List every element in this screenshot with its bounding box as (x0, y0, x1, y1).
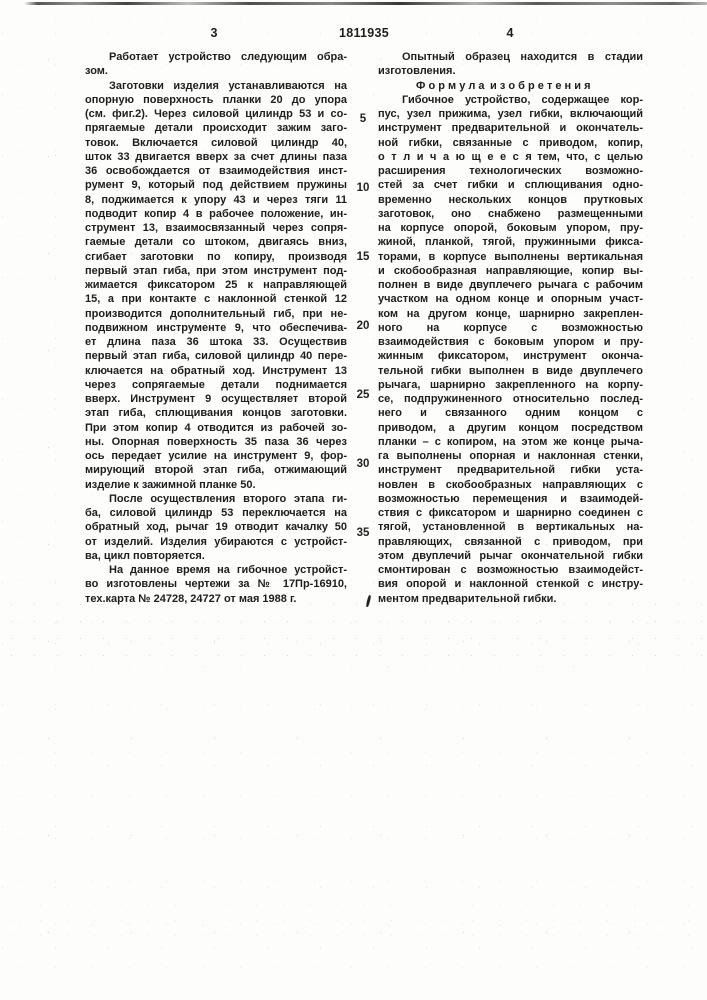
text-line: ет длина паза 36 штока 33. Осуществив (85, 336, 347, 348)
text-line: ось передает усилие на инструмент 9, фор- (85, 450, 347, 462)
text-line: первый этап гиба, силовой цилиндр 40 пере- (85, 350, 347, 363)
text-line: После осуществления второго этапа ги- (109, 492, 347, 505)
text-line: него и связанного одним концом с (378, 407, 643, 420)
text-line: Опытный образец находится в стадии (402, 51, 643, 63)
text-line: вия опорой и наклонной стенкой с инстру- (378, 578, 643, 591)
text-line: товок. Включается силовой цилиндр 40, (85, 136, 347, 149)
text-line: взаимодействия с боковым упором и пру- (378, 336, 643, 348)
text-line: ба, силовой цилиндр 53 переключается на (85, 507, 347, 519)
text-line: пус, узел прижима, узел гибки, включающий (378, 108, 643, 120)
text-line: правляющих, связанной с приводом, при (378, 535, 643, 548)
text-line: изготовления. (378, 65, 456, 78)
text-line: румент 9, который под действием пружины (85, 179, 347, 192)
text-line: Гибочное устройство, содержащее кор- (402, 93, 643, 106)
ink-mark (366, 595, 371, 607)
text-line: Ф о р м у л а и з о б р е т е н и я (416, 79, 591, 92)
page-number-left: 3 (210, 26, 218, 40)
text-line: и скобообразная направляющие, копир вы- (378, 264, 643, 277)
claim-line-number: 5 (359, 113, 367, 125)
text-line: инструмент предварительной и окончатель- (378, 122, 643, 135)
text-line: производится дополнительный гиб, при не- (85, 307, 347, 320)
text-line: ной гибки, связанные с приводом, копир, (378, 136, 643, 149)
text-line: 36 освобождается от взаимодействия инст- (85, 165, 347, 177)
text-line: ком на другом конце, шарнирно закреплен- (378, 307, 643, 320)
text-line: ствия с фиксатором и шарнирно соединен с (378, 507, 643, 519)
text-line: инструмент предварительной гибки уста- (378, 464, 643, 477)
text-line: первый этап гиба, при этом инструмент под- (85, 264, 347, 277)
text-line: от изделий. Изделия убираются с устройст- (85, 535, 347, 548)
text-line: подводит копир 4 в рабочее положение, ин- (85, 207, 347, 220)
text-line: планки – с копиром, на этом же конце рыча- (378, 435, 643, 448)
text-line: жимается фиксатором 25 к направляющей (85, 279, 347, 291)
text-line: этап гиба, сплющивания концов заготовки. (85, 407, 347, 420)
text-line: шток 33 двигается вверх за счет длины паза (85, 150, 347, 163)
text-line: зом. (85, 65, 108, 78)
left-text-column (85, 50, 347, 606)
text-line: тех.карта № 24728, 24727 от мая 1988 г. (85, 592, 297, 605)
text-line: жиной, планкой, тягой, пружинными фикса- (378, 236, 643, 249)
claim-line-number: 20 (356, 320, 370, 332)
scan-edge-artifact (24, 2, 707, 5)
text-line: (см. фиг.2). Через силовой цилиндр 53 и со- (85, 108, 347, 120)
text-line: обратный ход, рычаг 19 отводит качалку 50 (85, 521, 347, 534)
text-line: изделие к зажимной планке 50. (85, 478, 256, 491)
text-line: Работает устройство следующим обра- (109, 51, 347, 63)
text-line: прягаемые детали происходит зажим заго- (85, 122, 347, 135)
text-line: струмент 13, взаимосвязанный через сопря- (85, 222, 347, 234)
text-line: заготовок, оно снабжено размещенными (378, 207, 643, 220)
text-line: возможностью перемещения и взаимодей- (378, 492, 643, 505)
text-line: рычага, шарнирно закрепленного на корпу- (378, 378, 643, 391)
text-line: тельной гибки выполнен в виде двуплечего (378, 364, 643, 377)
scan-noise-band (0, 596, 707, 670)
text-line: На данное время на гибочное устройст- (109, 564, 347, 576)
text-line: торами, в корпусе выполнены вертикальная (378, 250, 643, 263)
page-number-right: 4 (506, 26, 514, 40)
claim-line-number: 35 (356, 527, 370, 539)
text-line: гаемые детали со штоком, двигаясь вниз, (85, 236, 347, 249)
claim-line-number: 25 (356, 389, 370, 401)
text-line: временно нескольких концов прутковых (378, 193, 643, 206)
claim-line-number: 15 (356, 251, 370, 263)
text-line: ва, цикл повторяется. (85, 549, 205, 562)
claim-line-number: 30 (356, 458, 370, 470)
text-line: о т л и ч а ю щ е е с я тем, что, с целью (378, 150, 643, 163)
text-line: 8, поджимается к упору 43 и через тяги 11 (85, 193, 347, 206)
text-line: ключается на обратный ход. Инструмент 13 (85, 364, 347, 377)
page-header (0, 26, 707, 41)
text-line: ны. Опорная поверхность 35 паза 36 через (85, 435, 347, 448)
text-line: га выполнены опорная и наклонная стенки, (378, 450, 643, 462)
text-line: приводом, а другим концом посредством (378, 421, 643, 434)
text-line: расширения технологических возможно- (378, 165, 643, 177)
text-line: тягой, установленной в вертикальных на- (378, 521, 643, 534)
text-line: вверх. Инструмент 9 осуществляет второй (85, 393, 347, 405)
text-line: ментом предварительной гибки. (378, 592, 557, 605)
text-line: на корпусе опорой, боковым упором, пру- (378, 222, 643, 234)
text-line: опорную поверхность планки 20 до упора (85, 93, 347, 106)
text-line: жинным фиксатором, инструмент оконча- (378, 350, 643, 363)
text-line: через сопрягаемые детали поднимается (85, 378, 347, 391)
text-line: стей за счет гибки и сплющивания одно- (378, 179, 643, 192)
text-line: При этом копир 4 отводится из рабочей зо- (85, 421, 347, 434)
text-line: полнен в виде двуплечего рычага с рабочим (378, 279, 643, 291)
text-line: новлен в скобообразных направляющих с (378, 478, 643, 491)
text-line: участком на одном конце и опорным участ- (378, 293, 643, 306)
text-line: подвижном инструменте 9, что обеспечива- (85, 321, 347, 334)
text-line: сгибает заготовки по копиру, производя (85, 250, 347, 263)
text-line: Заготовки изделия устанавливаются на (109, 79, 347, 92)
text-line: 15, а при контакте с наклонной стенкой 12 (85, 293, 347, 306)
text-line: этом двуплечий рычаг окончательной гибки (378, 549, 643, 562)
right-text-column (378, 50, 643, 606)
text-line: се, подпружиненного относительно послед- (378, 393, 643, 405)
text-line: во изготовлены чертежи за № 17Пр-16910, (85, 578, 347, 591)
text-line: смонтирован с возможностью взаимодейст- (378, 564, 643, 576)
text-line: ного на корпусе с возможностью (378, 321, 643, 334)
patent-number: 1811935 (338, 26, 390, 40)
scan-noise-band (0, 898, 707, 942)
text-line: мирующий второй этап гиба, отжимающий (85, 464, 347, 477)
claim-line-number: 10 (356, 182, 370, 194)
